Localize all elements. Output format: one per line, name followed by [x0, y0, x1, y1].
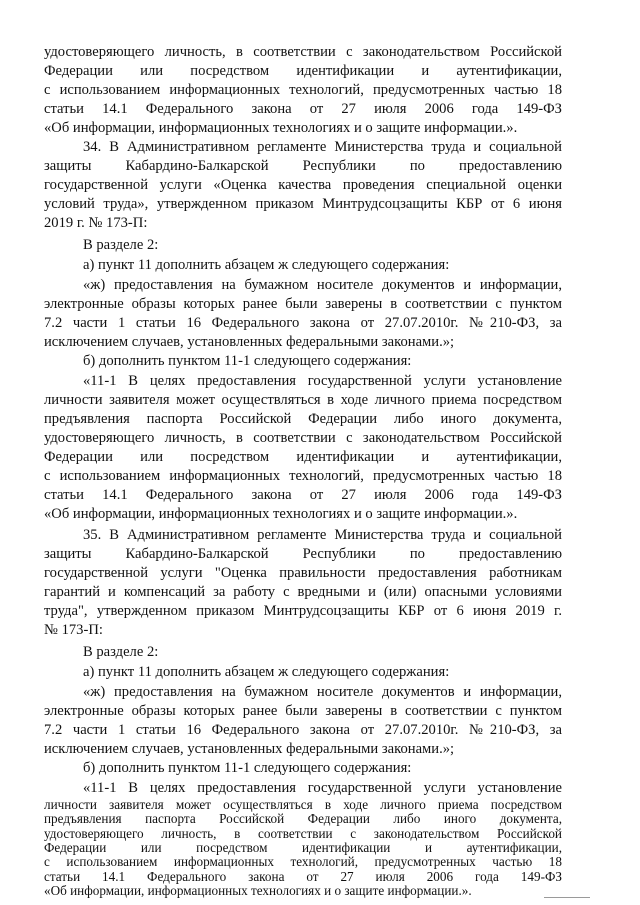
text-line: «Об информации, информационных технологиях и о защите информации.». [44, 884, 472, 898]
text-line: статьи 14.1 Федерального закона от 27 июля 2006 года 149-ФЗ [44, 869, 562, 884]
text-line: б) дополнить пунктом 11-1 следующего содержания: [83, 353, 412, 369]
text-line: «11-1 В целях предоставления государственной услуги установление [83, 780, 562, 796]
text-line: «11-1 В целях предоставления государственной услуги установление [83, 373, 562, 389]
text-line: «Об информации, информационных технологиях и о защите информации.». [44, 120, 518, 136]
section-heading: В разделе 2: [83, 644, 159, 660]
text-line: б) дополнить пунктом 11-1 следующего содержания: [83, 760, 412, 776]
text-line: статьи 14.1 Федерального закона от 27 июля 2006 года 149-ФЗ [44, 487, 562, 503]
text-line: удостоверяющего личность, в соответствии с законодательством Российской [44, 44, 562, 60]
page-bottom-rule [544, 897, 590, 898]
text-line: «ж) предоставления на бумажном носителе документов и информации, [83, 277, 562, 293]
text-line: электронные образы которых ранее были заверены в соответствии с пунктом [44, 703, 562, 719]
text-line: гарантий и компенсаций за работу с вредными и (или) опасными условиями [44, 584, 562, 600]
text-line: предъявления паспорта Российской Федерации либо иного документа, [44, 411, 562, 427]
text-line: электронные образы которых ранее были заверены в соответствии с пунктом [44, 296, 562, 312]
section-heading: В разделе 2: [83, 237, 159, 253]
text-line: государственной услуги "Оценка правильности предоставления работникам [44, 565, 562, 581]
text-line: с использованием информационных технологий, предусмотренных частью 18 [44, 855, 562, 870]
text-line: предъявления паспорта Российской Федерации либо иного документа, [44, 812, 562, 827]
text-line: Федерации или посредством идентификации и аутентификации, [44, 841, 562, 855]
text-line: «Об информации, информационных технологиях и о защите информации.». [44, 506, 518, 522]
text-line: личности заявителя может осуществляться в ходе личного приема посредством [44, 392, 562, 408]
text-line: 7.2 части 1 статьи 16 Федерального закона от 27.07.2010г. №210-ФЗ, за [44, 315, 562, 331]
text-line: государственной услуги «Оценка качества проведения специальной оценки [44, 177, 562, 193]
text-line: с использованием информационных технологий, предусмотренных частью 18 [44, 82, 562, 98]
text-line: удостоверяющего личность, в соответствии с законодательством Российской [44, 430, 562, 446]
text-line: «ж) предоставления на бумажном носителе документов и информации, [83, 684, 562, 700]
text-line: 7.2 части 1 статьи 16 Федерального закона от 27.07.2010г. №210-ФЗ, за [44, 722, 562, 738]
text-line: 2019 г. № 173-П: [44, 215, 148, 231]
text-line: исключением случаев, установленных федеральными законами.»; [44, 334, 455, 350]
text-line: труда", утвержденном приказом Минтрудсоцзащиты КБР от 6 июня 2019 г. [44, 603, 562, 619]
paragraph-34-start: 34. В Административном регламенте Министерства труда и социальной [83, 139, 562, 155]
paragraph-35-start: 35. В Административном регламенте Министерства труда и социальной [83, 527, 562, 543]
text-line: исключением случаев, установленных федеральными законами.»; [44, 741, 455, 757]
text-line: защиты Кабардино-Балкарской Республики по предоставлению [44, 158, 562, 174]
text-line: а) пункт 11 дополнить абзацем ж следующего содержания: [83, 257, 450, 273]
text-line: с использованием информационных технологий, предусмотренных частью 18 [44, 468, 562, 484]
text-line: условий труда», утвержденном приказом Минтрудсоцзащиты КБР от 6 июня [44, 196, 562, 212]
text-line: удостоверяющего личность, в соответствии с законодательством Российской [44, 826, 562, 841]
text-line: Федерации или посредством идентификации и аутентификации, [44, 63, 562, 79]
text-line: статьи 14.1 Федерального закона от 27 июля 2006 года 149-ФЗ [44, 101, 562, 117]
text-line: а) пункт 11 дополнить абзацем ж следующего содержания: [83, 664, 450, 680]
text-line: защиты Кабардино-Балкарской Республики по предоставлению [44, 546, 562, 562]
text-line: Федерации или посредством идентификации и аутентификации, [44, 449, 562, 465]
text-line: личности заявителя может осуществляться в ходе личного приема посредством [44, 798, 562, 812]
text-line: № 173-П: [44, 622, 103, 638]
